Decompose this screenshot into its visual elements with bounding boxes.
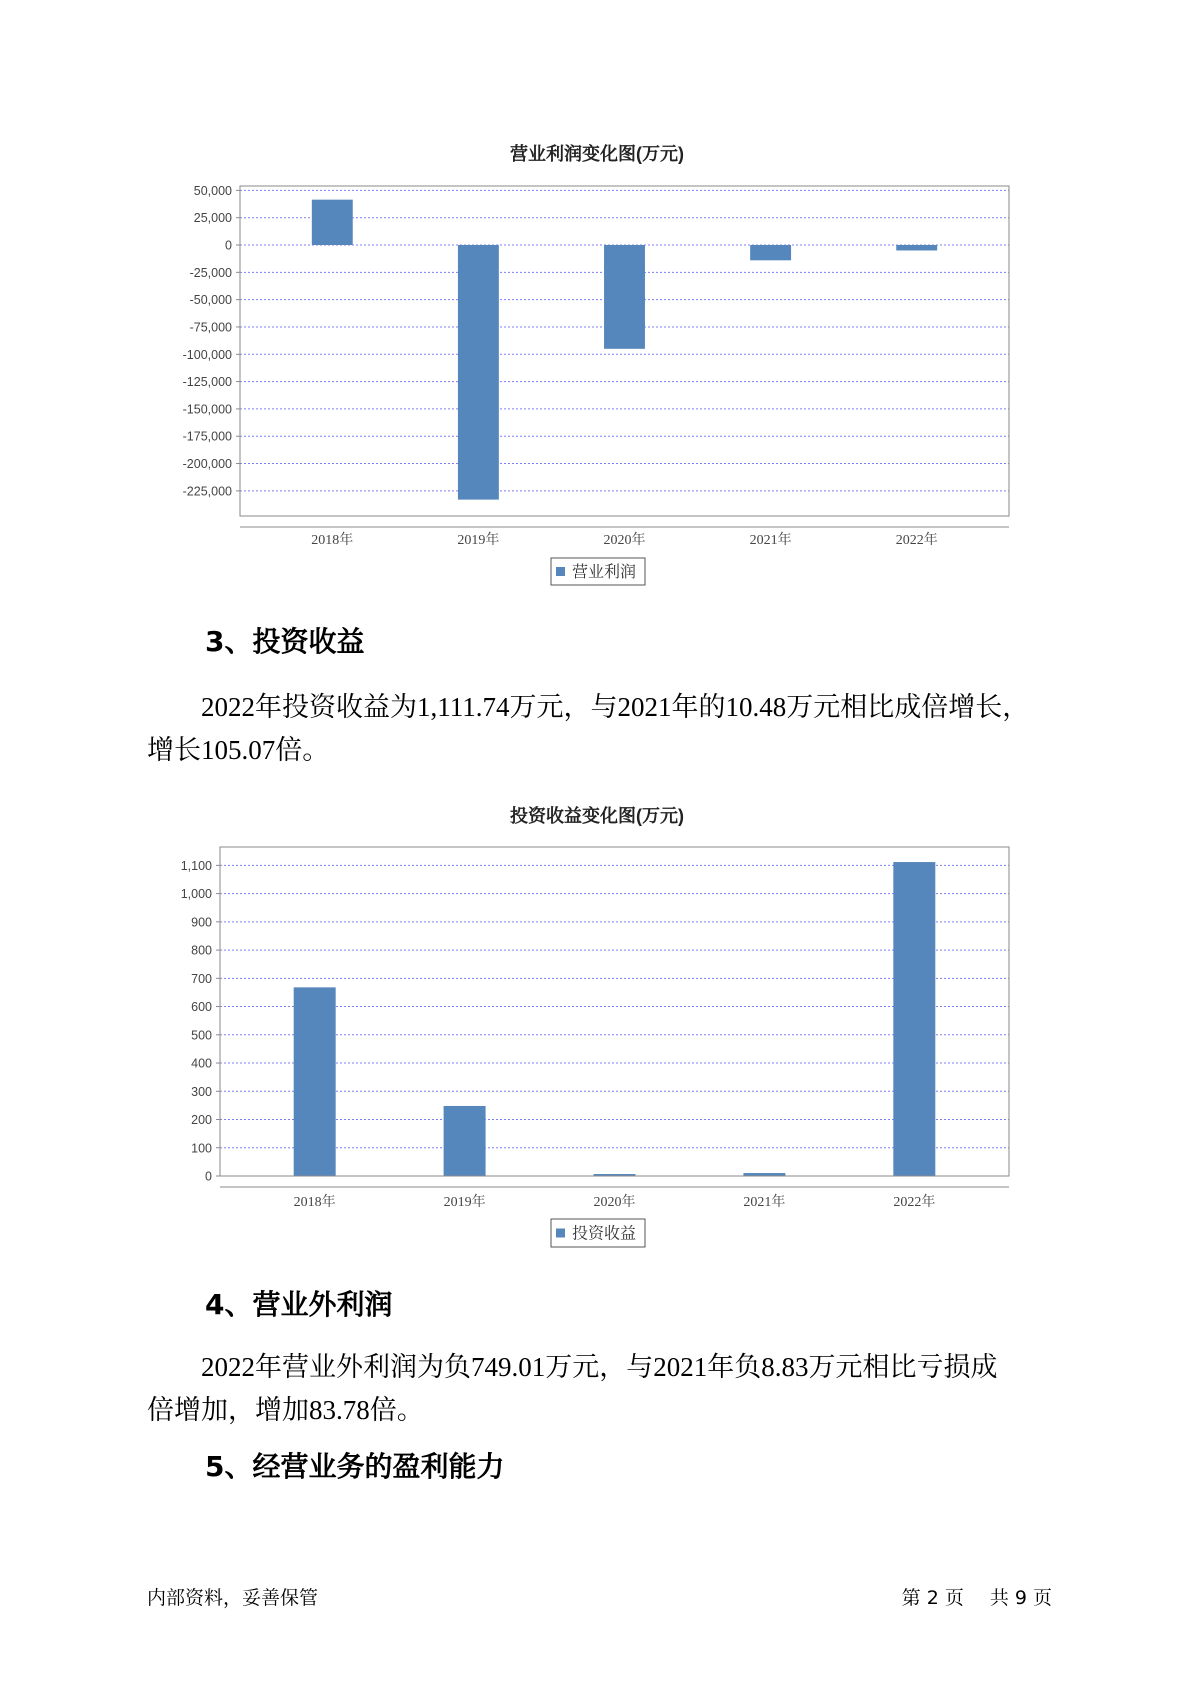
paragraph-investment-income [147, 686, 1077, 772]
y-tick-label: -75,000 [189, 320, 232, 335]
y-tick-label: -125,000 [182, 375, 232, 390]
bar-2019 [444, 1106, 486, 1176]
y-tick-label: 600 [191, 1000, 212, 1015]
y-tick-label: 200 [191, 1113, 212, 1128]
legend-label: 投资收益 [572, 1225, 637, 1243]
total-pages: 共 9 页 [989, 1587, 1052, 1609]
x-tick-label: 2019年 [443, 1195, 486, 1210]
section-heading-non-operating-profit: 4、营业外利润 [205, 1288, 393, 1321]
bar-2018 [312, 200, 353, 245]
plot-area [240, 186, 1009, 516]
bar-2021 [750, 245, 791, 260]
y-tick-label: -100,000 [182, 347, 232, 362]
footer-confidential-note: 内部资料，妥善保管 [147, 1587, 319, 1609]
paragraph-line: 倍增加，增加83.78倍。 [147, 1395, 424, 1425]
y-tick-label: 0 [205, 1169, 212, 1184]
y-tick-label: 800 [191, 943, 212, 958]
y-tick-label: -225,000 [182, 484, 232, 499]
bar-2018 [294, 987, 336, 1176]
investment-income-chart [0, 790, 1191, 1260]
x-tick-label: 2018年 [311, 533, 354, 548]
y-tick-label: 500 [191, 1028, 212, 1043]
paragraph-line: 增长105.07倍。 [147, 735, 330, 765]
y-tick-label: -25,000 [189, 265, 232, 280]
chart-legend [551, 558, 645, 585]
y-tick-label: 900 [191, 915, 212, 930]
plot-area [220, 847, 1009, 1176]
x-tick-label: 2020年 [603, 533, 646, 548]
x-tick-label: 2018年 [293, 1195, 336, 1210]
x-tick-label: 2020年 [593, 1195, 636, 1210]
x-tick-label: 2022年 [895, 533, 938, 548]
y-tick-label: -200,000 [182, 457, 232, 472]
x-tick-label: 2019年 [457, 533, 500, 548]
y-tick-label: 400 [191, 1056, 212, 1071]
x-tick-label: 2021年 [749, 533, 792, 548]
paragraph-non-operating-profit [147, 1346, 1077, 1432]
page-number: 第 2 页 [901, 1587, 964, 1609]
bar-2022 [896, 245, 937, 250]
y-tick-label: 25,000 [193, 211, 232, 226]
y-tick-label: 300 [191, 1084, 212, 1099]
paragraph-line: 2022年营业外利润为负749.01万元，与2021年负8.83万元相比亏损成 [201, 1352, 998, 1382]
section-heading-investment-income: 3、投资收益 [205, 625, 365, 658]
legend-marker [556, 567, 565, 576]
legend-label: 营业利润 [572, 564, 637, 581]
footer-page-number [840, 1583, 1052, 1613]
x-tick-label: 2022年 [893, 1195, 936, 1210]
paragraph-line: 2022年投资收益为1,111.74万元，与2021年的10.48万元相比成倍增长， [201, 692, 1030, 722]
y-tick-label: 100 [191, 1141, 212, 1156]
chart-title: 营业利润变化图(万元) [510, 144, 684, 164]
operating-profit-chart [0, 120, 1191, 600]
bar-2022 [893, 862, 935, 1176]
chart-title: 投资收益变化图(万元) [510, 806, 684, 826]
y-tick-label: -50,000 [189, 293, 232, 308]
y-tick-label: 700 [191, 971, 212, 986]
y-tick-label: 1,100 [180, 858, 212, 873]
y-tick-label: 0 [225, 238, 232, 253]
y-tick-label: -150,000 [182, 402, 232, 417]
chart-legend [551, 1219, 645, 1247]
y-tick-label: -175,000 [182, 429, 232, 444]
bar-2020 [604, 245, 645, 349]
x-tick-label: 2021年 [743, 1195, 786, 1210]
y-tick-label: 1,000 [180, 887, 212, 902]
section-heading-operating-profitability: 5、经营业务的盈利能力 [205, 1450, 505, 1483]
y-tick-label: 50,000 [193, 183, 232, 198]
bar-2019 [458, 245, 499, 500]
legend-marker [556, 1229, 565, 1238]
